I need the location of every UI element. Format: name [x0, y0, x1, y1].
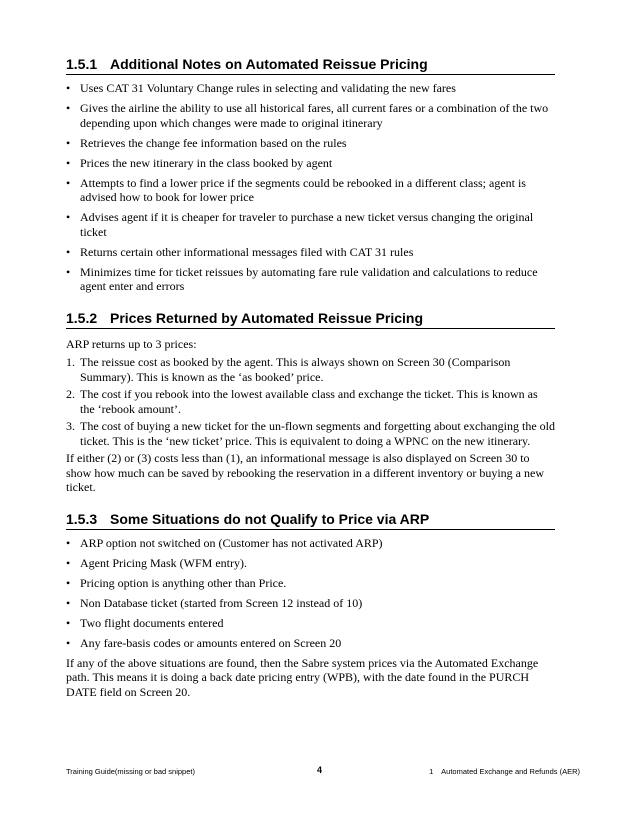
- list-item-text: ARP option not switched on (Customer has not activated ARP): [80, 535, 383, 550]
- list-item-text: Non Database ticket (started from Screen 12 instead of 10): [80, 595, 363, 610]
- list-item: [66, 616, 555, 631]
- bullet-icon: •: [66, 575, 71, 590]
- list-item-text: The cost if you rebook into the lowest available class and exchange the ticket. This is known as the ‘rebook amount’.: [80, 387, 538, 416]
- section-1-5-1: [66, 56, 555, 294]
- bullet-icon: •: [66, 175, 71, 190]
- bullet-icon: •: [66, 135, 71, 150]
- section-heading: [66, 310, 555, 329]
- list-item: [66, 245, 555, 260]
- bullet-icon: •: [66, 555, 71, 570]
- list-item-text: Advises agent if it is cheaper for traveler to purchase a new ticket versus changing the original ticket: [80, 210, 534, 239]
- list-item: [66, 265, 555, 294]
- bullet-icon: •: [66, 615, 71, 630]
- list-item: [66, 536, 555, 551]
- section-heading: [66, 511, 555, 530]
- list-item: [66, 576, 555, 591]
- list-item: [66, 176, 555, 205]
- list-item: [66, 596, 555, 611]
- list-item: [66, 556, 555, 571]
- bullet-icon: •: [66, 81, 71, 95]
- bullet-icon: •: [66, 101, 71, 115]
- list-item-text: Attempts to find a lower price if the segments could be rebooked in a different class; agent is advised how to book for lower price: [80, 175, 526, 204]
- bullet-icon: •: [66, 155, 71, 170]
- section-outro: If any of the above situations are found, then the Sabre system prices via the Automated Exchange path. This means it is doing a back date pricing entry (WPB), with the date found in the PURCH DATE field on Screen 20.: [66, 655, 539, 699]
- list-item: [66, 419, 555, 448]
- footer-left-text: Training Guide(missing or bad snippet): [66, 767, 195, 776]
- list-item-text: Uses CAT 31 Voluntary Change rules in selecting and validating the new fares: [80, 81, 456, 95]
- bullet-list: [66, 536, 555, 651]
- list-item-text: Pricing option is anything other than Price.: [80, 575, 287, 590]
- numbered-list: [66, 355, 555, 448]
- bullet-icon: •: [66, 635, 71, 650]
- list-item-text: Two flight documents entered: [80, 615, 224, 630]
- list-item-text: Gives the airline the ability to use all historical fares, all current fares or a combination of the two depending upon which changes were made to original itinerary: [80, 101, 549, 130]
- section-number: 1.5.1: [66, 56, 98, 72]
- bullet-icon: •: [66, 244, 71, 259]
- item-number: 2.: [66, 387, 75, 401]
- section-heading: [66, 56, 555, 75]
- item-number: 1.: [66, 355, 75, 369]
- list-item-text: The cost of buying a new ticket for the un-flown segments and forgetting about exchanging the old ticket. This is the ‘new ticket’ price. This is equivalent to doing a WPNC on the new itinerary.: [80, 419, 555, 448]
- list-item-text: Prices the new itinerary in the class booked by agent: [80, 155, 333, 170]
- section-title: Prices Returned by Automated Reissue Pricing: [110, 309, 424, 326]
- list-item-text: Returns certain other informational messages filed with CAT 31 rules: [80, 244, 414, 259]
- footer-chapter-title: 1 Automated Exchange and Refunds (AER): [429, 767, 580, 776]
- bullet-icon: •: [66, 264, 71, 279]
- list-item: [66, 101, 555, 130]
- list-item-text: Minimizes time for ticket reissues by automating fare rule validation and calculations to reduce agent enter and errors: [80, 264, 538, 293]
- list-item: [66, 387, 555, 416]
- page-number: 4: [317, 765, 323, 775]
- section-1-5-2: [66, 310, 555, 495]
- section-number: 1.5.3: [66, 510, 98, 527]
- list-item: [66, 136, 555, 151]
- bullet-icon: •: [66, 210, 71, 224]
- list-item: [66, 81, 555, 96]
- bullet-icon: •: [66, 595, 71, 610]
- section-number: 1.5.2: [66, 309, 98, 326]
- bullet-list: [66, 81, 555, 294]
- list-item-text: The reissue cost as booked by the agent. This is always shown on Screen 30 (Comparison Summary). This is known as the ‘as booked’ price.: [80, 355, 511, 384]
- section-title: Additional Notes on Automated Reissue Pricing: [110, 56, 428, 72]
- page-content: [66, 56, 555, 699]
- list-item: [66, 355, 555, 384]
- list-item-text: Retrieves the change fee information based on the rules: [80, 135, 347, 150]
- bullet-icon: •: [66, 535, 71, 550]
- page-footer: [66, 765, 580, 779]
- section-title: Some Situations do not Qualify to Price via ARP: [110, 510, 430, 527]
- section-intro: ARP returns up to 3 prices:: [66, 336, 197, 351]
- item-number: 3.: [66, 419, 75, 433]
- list-item-text: Agent Pricing Mask (WFM entry).: [80, 555, 247, 570]
- list-item: [66, 156, 555, 171]
- list-item: [66, 210, 555, 239]
- list-item-text: Any fare-basis codes or amounts entered on Screen 20: [80, 635, 342, 650]
- list-item: [66, 636, 555, 651]
- section-1-5-3: [66, 511, 555, 700]
- section-outro: If either (2) or (3) costs less than (1), an informational message is also displayed on Screen 30 to show how much can be saved by rebooking the reservation in a different inventory or buying a new ticket.: [66, 451, 544, 494]
